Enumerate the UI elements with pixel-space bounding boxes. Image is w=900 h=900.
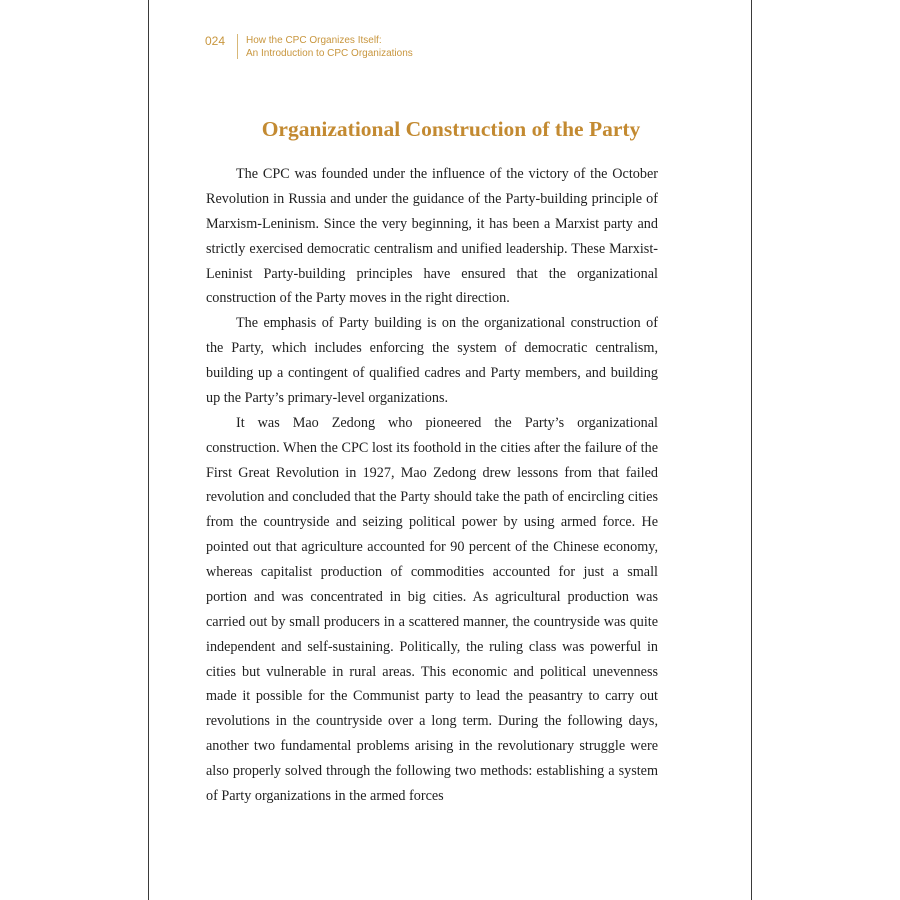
book-title-line-2: An Introduction to CPC Organizations	[246, 48, 413, 59]
book-title	[246, 34, 413, 60]
section-title: Organizational Construction of the Party	[261, 117, 641, 141]
book-page	[148, 0, 752, 900]
page-number: 024	[205, 34, 226, 48]
body-text	[206, 162, 658, 809]
header-divider	[237, 34, 238, 59]
book-title-line-1: How the CPC Organizes Itself:	[246, 35, 382, 46]
paragraph-3: It was Mao Zedong who pioneered the Party’s organizational construction. When the CPC lost its foothold in the cities after the failure of the First Great Revolution in 1927, Mao Zedong drew lessons from that failed revolution and concluded that the Party should take the path of encircling cities from the countryside and seizing political power by using armed force. He pointed out that agriculture accounted for 90 percent of the Chinese economy, whereas capitalist production of commodities accounted for just a small portion and was concentrated in big cities. As agricultural production was carried out by small producers in a scattered manner, the countryside was quite independent and self-sustaining. Politically, the ruling class was powerful in cities but vulnerable in rural areas. This economic and political unevenness made it possible for the Communist party to lead the peasantry to carry out revolutions in the countryside over a long term. During the following days, another two fundamental problems arising in the revolutionary struggle were also properly solved through the following two methods: establishing a system of Party organizations in the armed forces	[206, 414, 658, 804]
paragraph-1: The CPC was founded under the influence of the victory of the October Revolution in Russia and under the guidance of the Party-building principle of Marxism-Leninism. Since the very beginning, it has been a Marxist party and strictly exercised democratic centralism and unified leadership. These Marxist-Leninist Party-building principles have ensured that the organizational construction of the Party moves in the right direction.	[206, 166, 658, 307]
paragraph-2: The emphasis of Party building is on the organizational construction of the Party, which includes enforcing the system of democratic centralism, building up a contingent of qualified cadres and Party members, and building up the Party’s primary-level organizations.	[206, 315, 658, 406]
running-head	[205, 34, 413, 64]
